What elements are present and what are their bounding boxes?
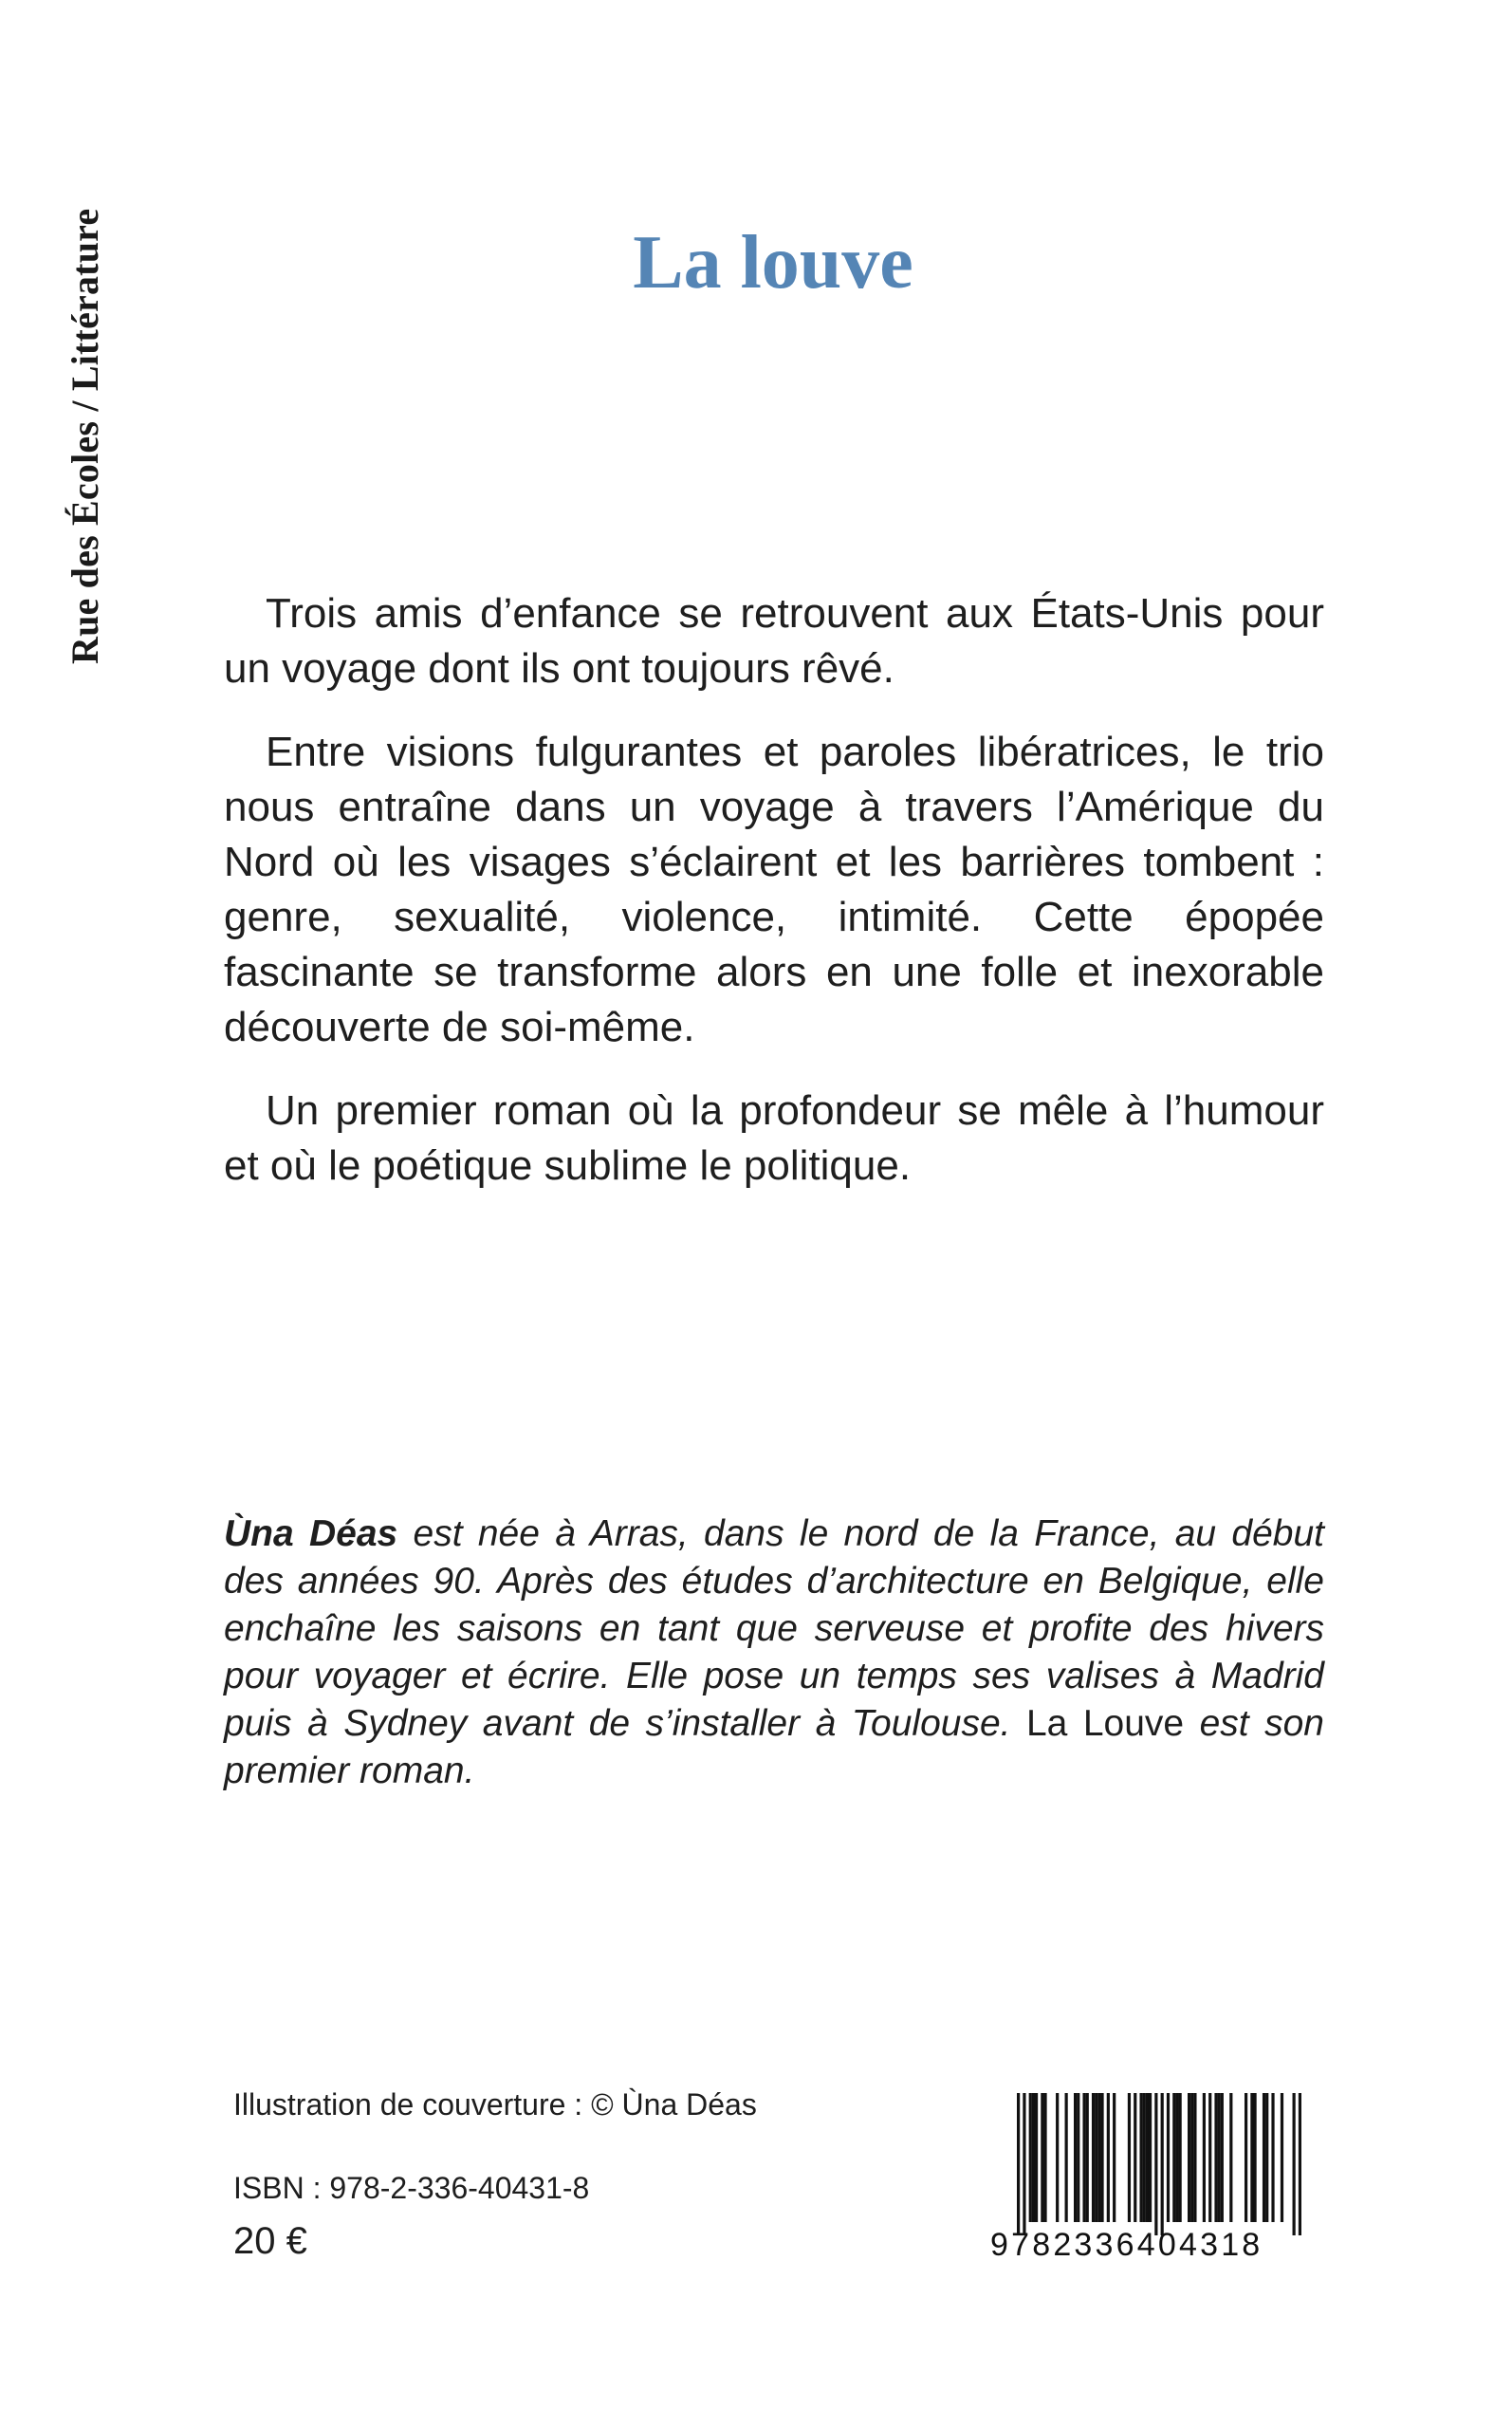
barcode: [990, 2093, 1328, 2263]
spine-collection-label: Rue des Écoles / Littérature: [64, 208, 106, 664]
barcode-bar: [1299, 2093, 1301, 2235]
barcode-bar: [1074, 2093, 1077, 2222]
author-bio-book-title: La Louve: [1025, 1703, 1185, 1744]
blurb: [224, 586, 1324, 1222]
barcode-bar: [1253, 2093, 1256, 2222]
barcode-bar: [1043, 2093, 1046, 2222]
author-bio: [224, 1510, 1324, 1795]
barcode-bar: [1139, 2093, 1142, 2222]
blurb-paragraph: Trois amis d’enfance se retrouvent aux États-Unis pour un voyage dont ils ont toujours rêvé.: [224, 590, 1324, 692]
barcode-bar: [1056, 2093, 1059, 2222]
barcode-bar: [1188, 2093, 1190, 2222]
barcode-bar: [1149, 2093, 1152, 2222]
barcode-bar: [1095, 2093, 1097, 2222]
barcode-bar: [1245, 2093, 1247, 2222]
barcode-bar: [1097, 2093, 1100, 2222]
barcode-bar: [1154, 2093, 1157, 2235]
barcode-bar: [1086, 2093, 1089, 2222]
barcode-bar: [1029, 2093, 1032, 2222]
cover-credit: Illustration de couverture : © Ùna Déas: [233, 2087, 757, 2122]
barcode-bar: [1265, 2093, 1268, 2222]
barcode-bar: [1281, 2093, 1283, 2222]
barcode-bar: [1107, 2093, 1110, 2222]
barcode-bar: [1190, 2093, 1193, 2222]
barcode-bar: [1214, 2093, 1217, 2222]
barcode-bar: [1017, 2093, 1020, 2235]
book-title: La louve: [633, 221, 913, 305]
author-bio-text: est née à Arras, dans le nord de la France, au début des années 90. Après des études d’architecture en Belgique, elle enchaîne les saisons en tant que serveuse et profite des hivers pour voyager et écrire. Elle pose un temps ses valises à Madrid puis à Sydney avant de s’installer à Toulouse.: [224, 1513, 1324, 1744]
barcode-bar: [1193, 2093, 1196, 2222]
barcode-bar: [1134, 2093, 1136, 2222]
barcode-bar: [1271, 2093, 1274, 2222]
barcode-bar: [1218, 2093, 1221, 2222]
barcode-bar: [1041, 2093, 1043, 2222]
author-bio-text-end: est son premier roman.: [224, 1703, 1324, 1791]
barcode-bar: [1023, 2093, 1025, 2235]
isbn: ISBN : 978-2-336-40431-8: [233, 2171, 590, 2205]
barcode-bar: [1250, 2093, 1253, 2222]
barcode-bar: [1167, 2093, 1170, 2222]
blurb-paragraph: Entre visions fulgurantes et paroles libératrices, le trio nous entraîne dans un voyage à travers l’Amérique du Nord où les visages s’éclairent et les barrières tombent : genre, sexualité, violence, intimité. Cette épopée fascinante se transforme alors en une folle et inexorable découverte de soi-même.: [224, 729, 1324, 1050]
barcode-bar: [1172, 2093, 1175, 2222]
barcode-bar: [1161, 2093, 1164, 2235]
barcode-bar: [1221, 2093, 1224, 2222]
barcode-bars: [1017, 2093, 1301, 2235]
barcode-bar: [1077, 2093, 1079, 2222]
barcode-bar: [1128, 2093, 1131, 2222]
barcode-digits: 9782336404318: [990, 2227, 1263, 2263]
barcode-bar: [1065, 2093, 1068, 2222]
barcode-bar: [1113, 2093, 1116, 2222]
barcode-bar: [1035, 2093, 1038, 2222]
price: 20 €: [233, 2220, 307, 2262]
barcode-bar: [1263, 2093, 1265, 2222]
barcode-bar: [1092, 2093, 1095, 2222]
barcode-bar: [1032, 2093, 1035, 2222]
barcode-bar: [1100, 2093, 1103, 2222]
barcode-bar: [1146, 2093, 1149, 2222]
barcode-bar: [1175, 2093, 1178, 2222]
barcode-bar: [1208, 2093, 1211, 2222]
barcode-bar: [1179, 2093, 1182, 2222]
barcode-bar: [1203, 2093, 1206, 2222]
barcode-bar: [1082, 2093, 1085, 2222]
author-name: Ùna Déas: [224, 1513, 398, 1554]
barcode-bar: [1143, 2093, 1146, 2222]
barcode-bar: [1293, 2093, 1296, 2235]
barcode-bar: [1229, 2093, 1232, 2222]
blurb-paragraph: Un premier roman où la profondeur se mêle à l’humour et où le poétique sublime le politique.: [224, 1087, 1324, 1189]
